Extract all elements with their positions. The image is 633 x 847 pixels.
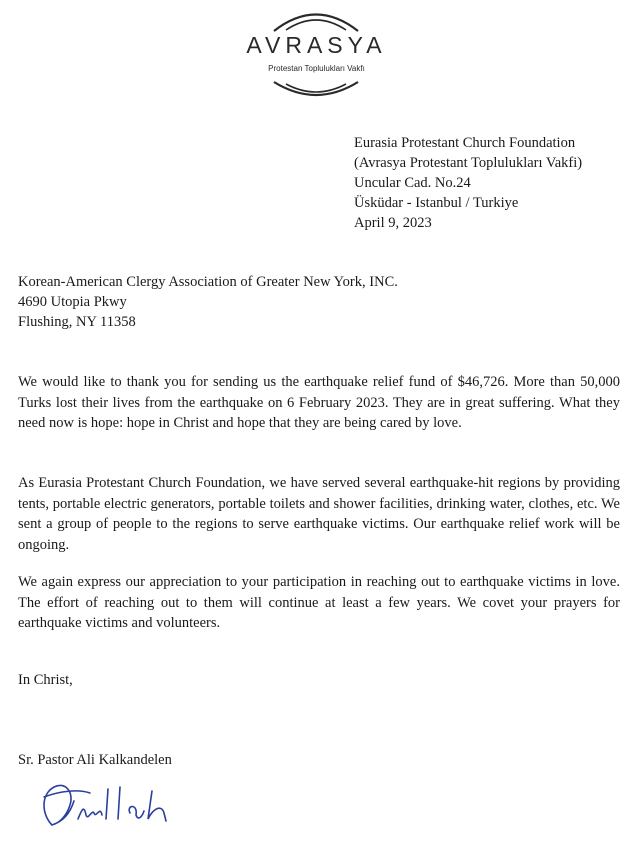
sender-line: (Avrasya Protestant Toplulukları Vakfi)	[354, 155, 583, 171]
letter-date: April 9, 2023	[354, 215, 432, 231]
recipient-line: Flushing, NY 11358	[18, 314, 136, 330]
body-paragraph: We again express our appreciation to your participation in reaching out to earthquake victims in love. The effort of reaching out to them will continue at least a few years. We covet your prayers for earthquake victims and volunteers.	[18, 574, 620, 631]
recipient-address	[18, 272, 398, 332]
closing: In Christ,	[18, 672, 73, 688]
logo-subtitle: Protestan Toplulukları Vakfı	[268, 64, 365, 73]
recipient-line: Korean-American Clergy Association of Greater New York, INC.	[18, 274, 398, 290]
body-paragraph: As Eurasia Protestant Church Foundation, we have served several earthquake-hit regions by providing tents, portable electric generators, portable toilets and shower facilities, drinking water, clothes, etc. We sent a group of people to the regions to serve earthquake victims. Our earthquake relief work will be ongoing.	[18, 475, 620, 553]
sender-line: Eurasia Protestant Church Foundation	[354, 135, 576, 151]
handwritten-signature	[30, 775, 200, 835]
sender-line: Üsküdar - Istanbul / Turkiye	[354, 195, 519, 211]
body-paragraph: We would like to thank you for sending us the earthquake relief fund of $46,726. More than 50,000 Turks lost their lives from the earthquake on 6 February 2023. They are in great suffering. What they need now is hope: hope in Christ and hope that they are being cared by love.	[18, 374, 620, 431]
sender-line: Uncular Cad. No.24	[354, 175, 471, 191]
logo-name: AVRASYA	[246, 32, 387, 58]
signer-name: Sr. Pastor Ali Kalkandelen	[18, 752, 172, 768]
sender-address	[354, 133, 582, 233]
recipient-line: 4690 Utopia Pkwy	[18, 294, 127, 310]
letterhead	[0, 0, 633, 110]
